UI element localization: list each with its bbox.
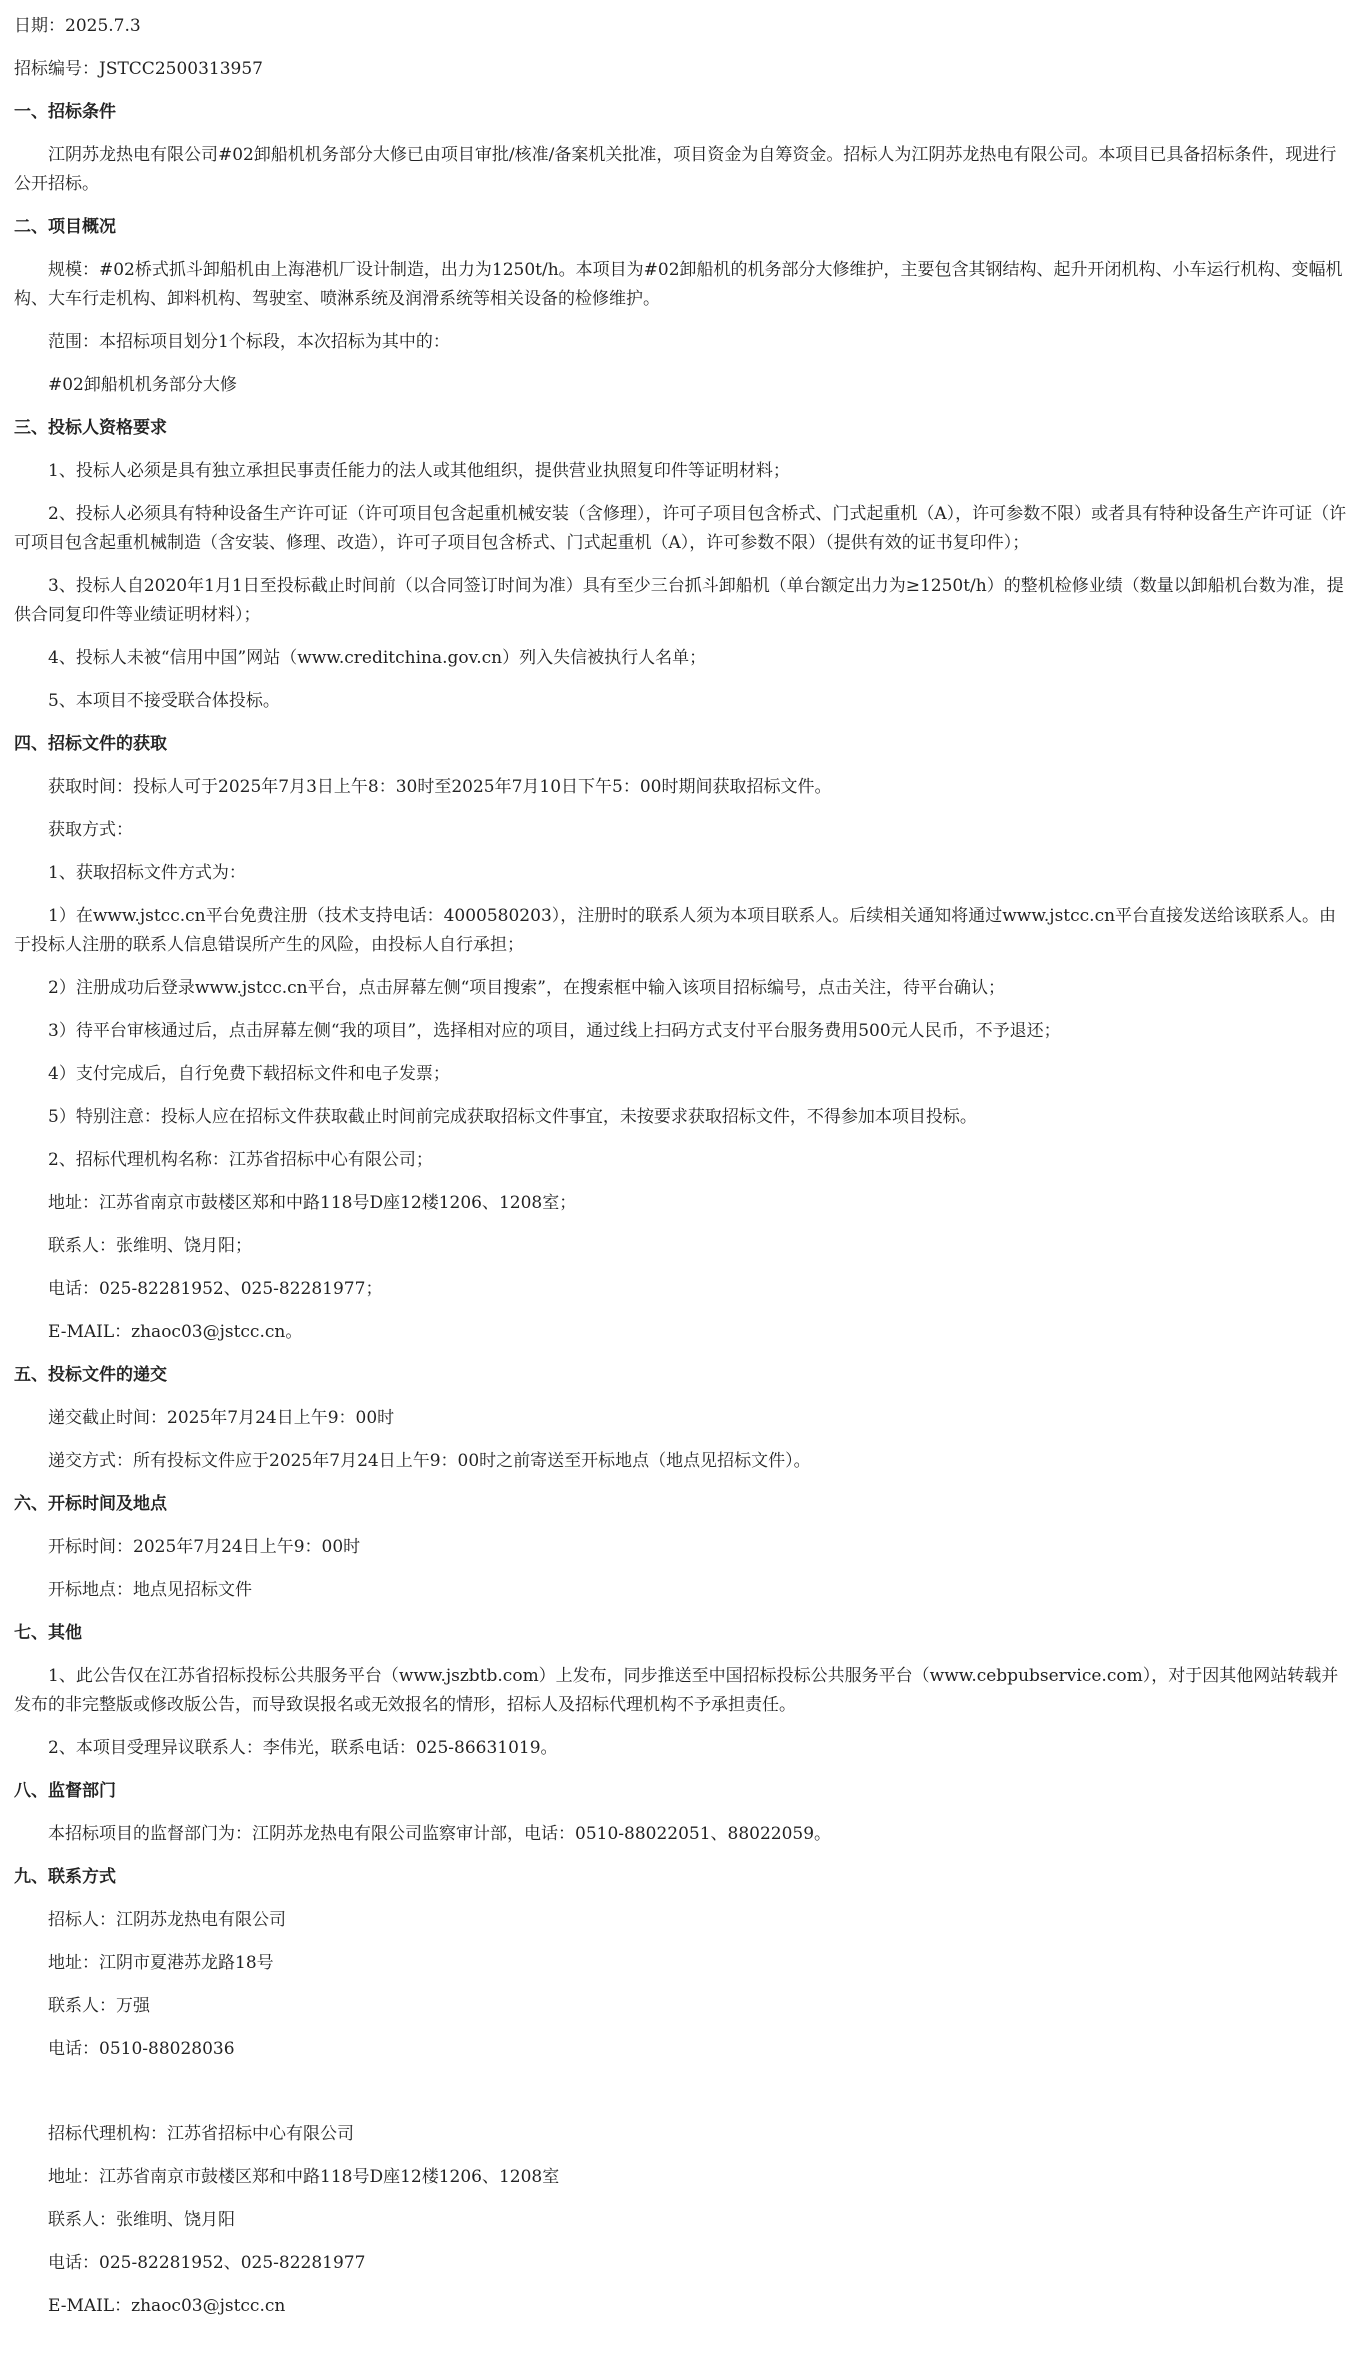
conditions-paragraph: 江阴苏龙热电有限公司#02卸船机机务部分大修已由项目审批/核准/备案机关批准，项目资金为自筹资金。招标人为江阴苏龙热电有限公司。本项目已具备招标条件，现进行公开招标。 bbox=[14, 145, 1337, 194]
section-title-contacts: 九、联系方式 bbox=[14, 1867, 116, 1887]
opening-place: 开标地点：地点见招标文件 bbox=[48, 1580, 252, 1600]
tenderer-phone: 电话：0510-88028036 bbox=[48, 2039, 235, 2059]
overview-scope: 范围：本招标项目划分1个标段，本次招标为其中的： bbox=[48, 332, 450, 352]
obtain-step: 3）待平台审核通过后，点击屏幕左侧“我的项目”，选择相对应的项目，通过线上扫码方式支付平台服务费用500元人民币，不予退还； bbox=[48, 1021, 1061, 1041]
section-title-conditions: 一、招标条件 bbox=[14, 102, 116, 122]
tenderer-contact: 联系人：万强 bbox=[48, 1996, 150, 2016]
section-title-other: 七、其他 bbox=[14, 1623, 82, 1643]
section-title-obtain-documents: 四、招标文件的获取 bbox=[14, 734, 167, 754]
obtain-time: 获取时间：投标人可于2025年7月3日上午8：30时至2025年7月10日下午5：00时期间获取招标文件。 bbox=[48, 777, 832, 797]
opening-time: 开标时间：2025年7月24日上午9：00时 bbox=[48, 1537, 361, 1557]
tender-number: 招标编号：JSTCC2500313957 bbox=[14, 59, 263, 79]
contact-agency-phone: 电话：025-82281952、025-82281977 bbox=[48, 2253, 366, 2273]
obtain-step: 1）在www.jstcc.cn平台免费注册（技术支持电话：4000580203），注册时的联系人须为本项目联系人。后续相关通知将通过www.jstcc.cn平台直接发送给该联系人。由于投标人注册的联系人信息错误所产生的风险，由投标人自行承担； bbox=[14, 906, 1337, 955]
obtain-step: 4）支付完成后，自行免费下载招标文件和电子发票； bbox=[48, 1064, 450, 1084]
contact-agency-name: 招标代理机构：江苏省招标中心有限公司 bbox=[48, 2124, 354, 2144]
contact-agency-email: E-MAIL：zhaoc03@jstcc.cn bbox=[48, 2296, 286, 2316]
section-title-qualification: 三、投标人资格要求 bbox=[14, 418, 167, 438]
obtain-method-label: 获取方式： bbox=[48, 820, 133, 840]
submission-method: 递交方式：所有投标文件应于2025年7月24日上午9：00时之前寄送至开标地点（地点见招标文件）。 bbox=[48, 1451, 811, 1471]
contact-agency-contact: 联系人：张维明、饶月阳 bbox=[48, 2210, 235, 2230]
section-title-submission: 五、投标文件的递交 bbox=[14, 1365, 167, 1385]
obtain-step: 2）注册成功后登录www.jstcc.cn平台，点击屏幕左侧“项目搜索”，在搜索框中输入该项目招标编号，点击关注，待平台确认； bbox=[48, 978, 1005, 998]
agency-phone: 电话：025-82281952、025-82281977； bbox=[48, 1279, 383, 1299]
section-title-opening: 六、开标时间及地点 bbox=[14, 1494, 167, 1514]
qualification-item: 4、投标人未被“信用中国”网站（www.creditchina.gov.cn）列入失信被执行人名单； bbox=[48, 648, 707, 668]
announcement-date: 日期：2025.7.3 bbox=[14, 16, 141, 36]
obtain-step: 5）特别注意：投标人应在招标文件获取截止时间前完成获取招标文件事宜，未按要求获取招标文件，不得参加本项目投标。 bbox=[48, 1107, 977, 1127]
other-publication-notice: 1、此公告仅在江苏省招标投标公共服务平台（www.jszbtb.com）上发布，同步推送至中国招标投标公共服务平台（www.cebpubservice.com），对于因其他网站转载并发布的非完整版或修改版公告，而导致误报名或无效报名的情形，招标人及招标代理机构不予承担责任。 bbox=[14, 1666, 1339, 1715]
qualification-item: 1、投标人必须是具有独立承担民事责任能力的法人或其他组织，提供营业执照复印件等证明材料； bbox=[48, 461, 790, 481]
agency-name: 2、招标代理机构名称：江苏省招标中心有限公司； bbox=[48, 1150, 433, 1170]
tenderer-name: 招标人：江阴苏龙热电有限公司 bbox=[48, 1910, 286, 1930]
overview-scale: 规模：#02桥式抓斗卸船机由上海港机厂设计制造，出力为1250t/h。本项目为#02卸船机的机务部分大修维护，主要包含其钢结构、起升开闭机构、小车运行机构、变幅机构、大车行走机构、卸料机构、驾驶室、喷淋系统及润滑系统等相关设备的检修维护。 bbox=[14, 260, 1343, 309]
qualification-item: 2、投标人必须具有特种设备生产许可证（许可项目包含起重机械安装（含修理），许可子项目包含桥式、门式起重机（A），许可参数不限）或者具有特种设备生产许可证（许可项目包含起重机械制造（含安装、修理、改造），许可子项目包含桥式、门式起重机（A），许可参数不限）（提供有效的证书复印件）； bbox=[14, 504, 1347, 553]
agency-email: E-MAIL：zhaoc03@jstcc.cn。 bbox=[48, 1322, 303, 1342]
tenderer-address: 地址：江阴市夏港苏龙路18号 bbox=[48, 1953, 274, 1973]
supervision-paragraph: 本招标项目的监督部门为：江阴苏龙热电有限公司监察审计部，电话：0510-88022051、88022059。 bbox=[48, 1824, 832, 1844]
qualification-item: 5、本项目不接受联合体投标。 bbox=[48, 691, 280, 711]
contact-agency-address: 地址：江苏省南京市鼓楼区郑和中路118号D座12楼1206、1208室 bbox=[48, 2167, 560, 2187]
obtain-method-subtitle: 1、获取招标文件方式为： bbox=[48, 863, 246, 883]
agency-address: 地址：江苏省南京市鼓楼区郑和中路118号D座12楼1206、1208室； bbox=[48, 1193, 577, 1213]
submission-deadline: 递交截止时间：2025年7月24日上午9：00时 bbox=[48, 1408, 395, 1428]
agency-contact: 联系人：张维明、饶月阳； bbox=[48, 1236, 252, 1256]
contact-spacer bbox=[14, 2078, 1352, 2120]
qualification-item: 3、投标人自2020年1月1日至投标截止时间前（以合同签订时间为准）具有至少三台抓斗卸船机（单台额定出力为≥1250t/h）的整机检修业绩（数量以卸船机台数为准，提供合同复印件等业绩证明材料）； bbox=[14, 576, 1344, 625]
other-objection-contact: 2、本项目受理异议联系人：李伟光，联系电话：025-86631019。 bbox=[48, 1738, 558, 1758]
section-title-supervision: 八、监督部门 bbox=[14, 1781, 116, 1801]
overview-lot: #02卸船机机务部分大修 bbox=[48, 375, 237, 395]
section-title-overview: 二、项目概况 bbox=[14, 217, 116, 237]
